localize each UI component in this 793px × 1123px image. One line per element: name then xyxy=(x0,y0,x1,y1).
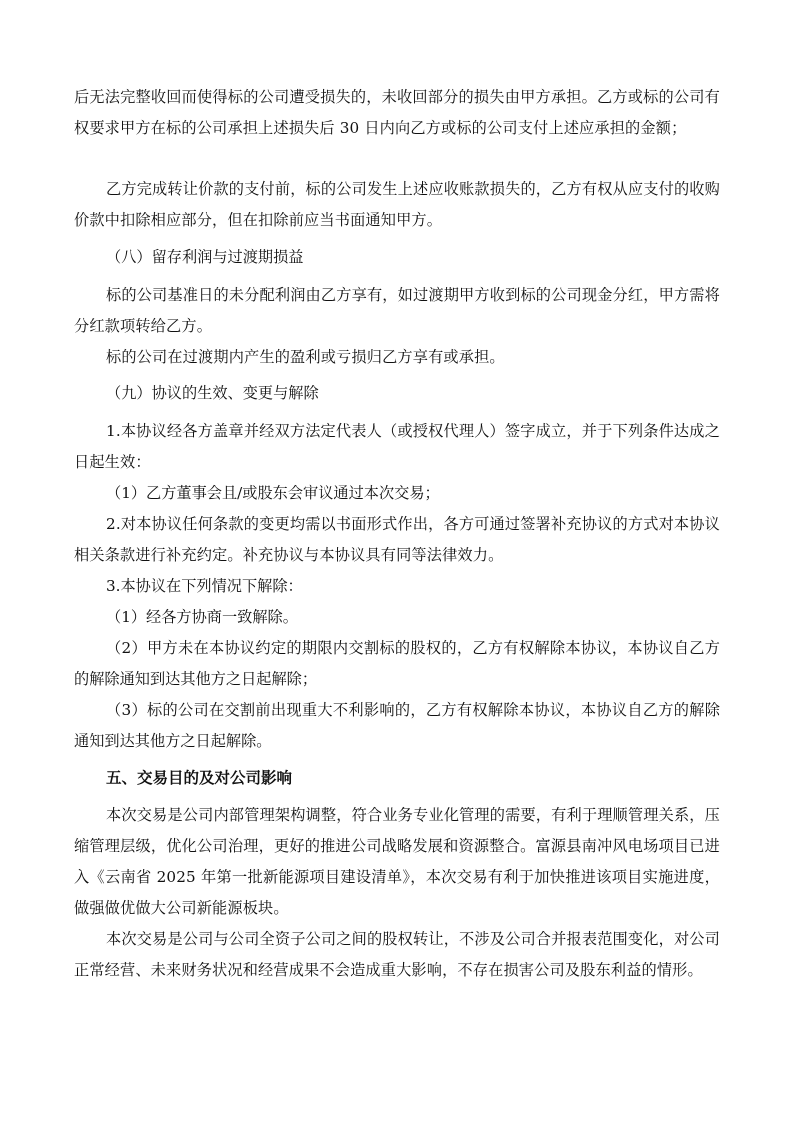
paragraph-undistributed-profit: 标的公司基准日的未分配利润由乙方享有，如过渡期甲方收到标的公司现金分红，甲方需将分红款项转给乙方。 xyxy=(74,286,720,335)
paragraph-transaction-purpose: 本次交易是公司内部管理架构调整，符合业务专业化管理的需要，有利于理顺管理关系，压缩管理层级，优化公司治理，更好的推进公司战略发展和资源整合。富源县南冲风电场项目已进入《云南省 2025 年第一批新能源项目建设清单》，本次交易有利于加快推进该项目实施进度，做强做优做大公司新能源板块。 xyxy=(74,806,720,917)
paragraph-effect-clause-1: 1.本协议经各方盖章并经双方法定代表人（或授权代理人）签字成立，并于下列条件达成之日起生效： xyxy=(74,422,720,471)
paragraph-transaction-impact: 本次交易是公司与公司全资子公司之间的股权转让，不涉及公司合并报表范围变化，对公司正常经营、未来财务状况和经营成果不会造成重大影响，不存在损害公司及股东利益的情形。 xyxy=(74,930,720,979)
paragraph-effect-clause-3: 3.本协议在下列情况下解除： xyxy=(106,577,303,595)
paragraph-transition-profit-loss: 标的公司在过渡期内产生的盈利或亏损归乙方享有或承担。 xyxy=(106,348,505,366)
paragraph-effect-clause-3-item-3: （3）标的公司在交割前出现重大不利影响的，乙方有权解除本协议，本协议自乙方的解除通知到达其他方之日起解除。 xyxy=(74,701,720,750)
paragraph-price-deduction: 乙方完成转让价款的支付前，标的公司发生上述应收账款损失的，乙方有权从应支付的收购价款中扣除相应部分，但在扣除前应当书面通知甲方。 xyxy=(74,180,720,229)
paragraph-effect-clause-3-item-2: （2）甲方未在本协议约定的期限内交割标的股权的，乙方有权解除本协议，本协议自乙方的解除通知到达其他方之日起解除； xyxy=(74,639,720,688)
paragraph-loss-continued: 后无法完整收回而使得标的公司遭受损失的，未收回部分的损失由甲方承担。乙方或标的公司有权要求甲方在标的公司承担上述损失后 30 日内向乙方或标的公司支付上述应承担的金额； xyxy=(74,88,720,137)
section-heading-agreement-effect: （九）协议的生效、变更与解除 xyxy=(106,384,319,402)
section-heading-retained-profit: （八）留存利润与过渡期损益 xyxy=(106,248,304,266)
section-heading-transaction-purpose: 五、交易目的及对公司影响 xyxy=(106,769,293,787)
paragraph-effect-clause-1-item-1: （1）乙方董事会且/或股东会审议通过本次交易； xyxy=(106,484,440,502)
paragraph-effect-clause-3-item-1: （1）经各方协商一致解除。 xyxy=(106,608,298,626)
paragraph-effect-clause-2: 2.对本协议任何条款的变更均需以书面形式作出，各方可通过签署补充协议的方式对本协议相关条款进行补充约定。补充协议与本协议具有同等法律效力。 xyxy=(74,515,720,564)
